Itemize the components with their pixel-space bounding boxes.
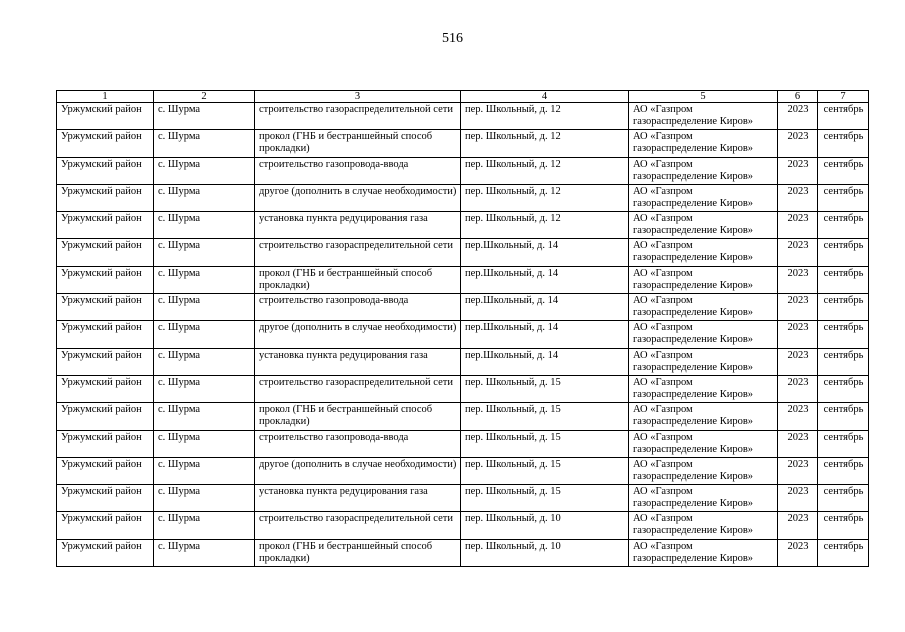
cell-work-type: прокол (ГНБ и бестраншейный способ прокладки) xyxy=(255,403,461,430)
table-row xyxy=(57,485,869,512)
cell-year: 2023 xyxy=(778,485,818,512)
cell-district: Уржумский район xyxy=(57,375,154,402)
cell-work-type: строительство газораспределительной сети xyxy=(255,375,461,402)
cell-work-type: строительство газораспределительной сети xyxy=(255,239,461,266)
cell-settlement: с. Шурма xyxy=(154,321,255,348)
table-row xyxy=(57,539,869,566)
table-row xyxy=(57,294,869,321)
column-header-4: 4 xyxy=(461,91,629,103)
cell-settlement: с. Шурма xyxy=(154,103,255,130)
cell-district: Уржумский район xyxy=(57,157,154,184)
cell-address: пер.Школьный, д. 14 xyxy=(461,321,629,348)
cell-organization: АО «Газпром газораспределение Киров» xyxy=(629,348,778,375)
cell-settlement: с. Шурма xyxy=(154,157,255,184)
cell-work-type: строительство газораспределительной сети xyxy=(255,103,461,130)
cell-organization: АО «Газпром газораспределение Киров» xyxy=(629,130,778,157)
cell-year: 2023 xyxy=(778,512,818,539)
cell-organization: АО «Газпром газораспределение Киров» xyxy=(629,239,778,266)
cell-year: 2023 xyxy=(778,212,818,239)
column-header-3: 3 xyxy=(255,91,461,103)
cell-district: Уржумский район xyxy=(57,103,154,130)
cell-organization: АО «Газпром газораспределение Киров» xyxy=(629,512,778,539)
cell-month: сентябрь xyxy=(818,239,869,266)
cell-organization: АО «Газпром газораспределение Киров» xyxy=(629,539,778,566)
cell-month: сентябрь xyxy=(818,539,869,566)
cell-district: Уржумский район xyxy=(57,266,154,293)
cell-month: сентябрь xyxy=(818,321,869,348)
cell-work-type: установка пункта редуцирования газа xyxy=(255,348,461,375)
cell-address: пер. Школьный, д. 12 xyxy=(461,157,629,184)
cell-work-type: строительство газораспределительной сети xyxy=(255,512,461,539)
cell-year: 2023 xyxy=(778,130,818,157)
cell-address: пер. Школьный, д. 15 xyxy=(461,485,629,512)
cell-settlement: с. Шурма xyxy=(154,430,255,457)
cell-district: Уржумский район xyxy=(57,212,154,239)
cell-year: 2023 xyxy=(778,457,818,484)
cell-work-type: строительство газопровода-ввода xyxy=(255,157,461,184)
cell-organization: АО «Газпром газораспределение Киров» xyxy=(629,403,778,430)
cell-organization: АО «Газпром газораспределение Киров» xyxy=(629,266,778,293)
cell-organization: АО «Газпром газораспределение Киров» xyxy=(629,103,778,130)
cell-month: сентябрь xyxy=(818,157,869,184)
cell-address: пер.Школьный, д. 14 xyxy=(461,294,629,321)
cell-month: сентябрь xyxy=(818,485,869,512)
cell-month: сентябрь xyxy=(818,103,869,130)
cell-organization: АО «Газпром газораспределение Киров» xyxy=(629,294,778,321)
cell-district: Уржумский район xyxy=(57,348,154,375)
cell-settlement: с. Шурма xyxy=(154,130,255,157)
cell-district: Уржумский район xyxy=(57,457,154,484)
cell-month: сентябрь xyxy=(818,403,869,430)
cell-address: пер. Школьный, д. 10 xyxy=(461,512,629,539)
cell-year: 2023 xyxy=(778,430,818,457)
cell-address: пер. Школьный, д. 15 xyxy=(461,430,629,457)
cell-organization: АО «Газпром газораспределение Киров» xyxy=(629,321,778,348)
cell-district: Уржумский район xyxy=(57,485,154,512)
cell-organization: АО «Газпром газораспределение Киров» xyxy=(629,457,778,484)
cell-organization: АО «Газпром газораспределение Киров» xyxy=(629,157,778,184)
header-row xyxy=(57,91,869,103)
cell-work-type: прокол (ГНБ и бестраншейный способ прокладки) xyxy=(255,539,461,566)
cell-work-type: установка пункта редуцирования газа xyxy=(255,485,461,512)
table-row xyxy=(57,157,869,184)
cell-month: сентябрь xyxy=(818,130,869,157)
column-header-6: 6 xyxy=(778,91,818,103)
cell-address: пер. Школьный, д. 10 xyxy=(461,539,629,566)
table-row xyxy=(57,348,869,375)
cell-work-type: строительство газопровода-ввода xyxy=(255,430,461,457)
cell-settlement: с. Шурма xyxy=(154,403,255,430)
cell-work-type: прокол (ГНБ и бестраншейный способ прокладки) xyxy=(255,130,461,157)
table-row xyxy=(57,375,869,402)
table-row xyxy=(57,512,869,539)
cell-settlement: с. Шурма xyxy=(154,212,255,239)
cell-year: 2023 xyxy=(778,348,818,375)
cell-month: сентябрь xyxy=(818,375,869,402)
table-row xyxy=(57,430,869,457)
cell-year: 2023 xyxy=(778,403,818,430)
cell-settlement: с. Шурма xyxy=(154,539,255,566)
table-row xyxy=(57,457,869,484)
column-header-5: 5 xyxy=(629,91,778,103)
cell-address: пер. Школьный, д. 12 xyxy=(461,212,629,239)
cell-address: пер. Школьный, д. 12 xyxy=(461,130,629,157)
cell-address: пер. Школьный, д. 15 xyxy=(461,457,629,484)
cell-organization: АО «Газпром газораспределение Киров» xyxy=(629,375,778,402)
cell-district: Уржумский район xyxy=(57,184,154,211)
cell-year: 2023 xyxy=(778,266,818,293)
cell-district: Уржумский район xyxy=(57,239,154,266)
cell-month: сентябрь xyxy=(818,294,869,321)
cell-month: сентябрь xyxy=(818,266,869,293)
cell-settlement: с. Шурма xyxy=(154,266,255,293)
cell-work-type: прокол (ГНБ и бестраншейный способ прокладки) xyxy=(255,266,461,293)
cell-district: Уржумский район xyxy=(57,430,154,457)
cell-organization: АО «Газпром газораспределение Киров» xyxy=(629,184,778,211)
table-row xyxy=(57,184,869,211)
table-row xyxy=(57,321,869,348)
cell-settlement: с. Шурма xyxy=(154,294,255,321)
cell-work-type: установка пункта редуцирования газа xyxy=(255,212,461,239)
cell-settlement: с. Шурма xyxy=(154,184,255,211)
cell-month: сентябрь xyxy=(818,512,869,539)
table-row xyxy=(57,403,869,430)
cell-month: сентябрь xyxy=(818,430,869,457)
cell-month: сентябрь xyxy=(818,184,869,211)
table-row xyxy=(57,266,869,293)
column-header-1: 1 xyxy=(57,91,154,103)
cell-settlement: с. Шурма xyxy=(154,457,255,484)
cell-district: Уржумский район xyxy=(57,130,154,157)
cell-settlement: с. Шурма xyxy=(154,485,255,512)
cell-address: пер.Школьный, д. 14 xyxy=(461,348,629,375)
cell-district: Уржумский район xyxy=(57,512,154,539)
cell-settlement: с. Шурма xyxy=(154,348,255,375)
page-number: 516 xyxy=(442,31,463,46)
table-row xyxy=(57,130,869,157)
table-row xyxy=(57,212,869,239)
cell-organization: АО «Газпром газораспределение Киров» xyxy=(629,212,778,239)
cell-month: сентябрь xyxy=(818,457,869,484)
cell-organization: АО «Газпром газораспределение Киров» xyxy=(629,485,778,512)
work-schedule-table xyxy=(56,90,869,567)
cell-address: пер. Школьный, д. 12 xyxy=(461,103,629,130)
cell-year: 2023 xyxy=(778,375,818,402)
cell-year: 2023 xyxy=(778,321,818,348)
cell-year: 2023 xyxy=(778,239,818,266)
table-row xyxy=(57,239,869,266)
table-row xyxy=(57,103,869,130)
cell-district: Уржумский район xyxy=(57,321,154,348)
column-header-2: 2 xyxy=(154,91,255,103)
cell-district: Уржумский район xyxy=(57,539,154,566)
cell-address: пер. Школьный, д. 15 xyxy=(461,375,629,402)
cell-work-type: строительство газопровода-ввода xyxy=(255,294,461,321)
cell-year: 2023 xyxy=(778,294,818,321)
cell-year: 2023 xyxy=(778,103,818,130)
cell-work-type: другое (дополнить в случае необходимости) xyxy=(255,184,461,211)
cell-district: Уржумский район xyxy=(57,403,154,430)
cell-work-type: другое (дополнить в случае необходимости) xyxy=(255,321,461,348)
cell-month: сентябрь xyxy=(818,212,869,239)
cell-settlement: с. Шурма xyxy=(154,239,255,266)
cell-year: 2023 xyxy=(778,157,818,184)
cell-month: сентябрь xyxy=(818,348,869,375)
cell-year: 2023 xyxy=(778,184,818,211)
cell-address: пер. Школьный, д. 15 xyxy=(461,403,629,430)
column-header-7: 7 xyxy=(818,91,869,103)
cell-address: пер. Школьный, д. 12 xyxy=(461,184,629,211)
cell-year: 2023 xyxy=(778,539,818,566)
table-body xyxy=(57,103,869,567)
cell-organization: АО «Газпром газораспределение Киров» xyxy=(629,430,778,457)
cell-address: пер.Школьный, д. 14 xyxy=(461,239,629,266)
cell-district: Уржумский район xyxy=(57,294,154,321)
cell-work-type: другое (дополнить в случае необходимости) xyxy=(255,457,461,484)
cell-address: пер.Школьный, д. 14 xyxy=(461,266,629,293)
cell-settlement: с. Шурма xyxy=(154,375,255,402)
cell-settlement: с. Шурма xyxy=(154,512,255,539)
